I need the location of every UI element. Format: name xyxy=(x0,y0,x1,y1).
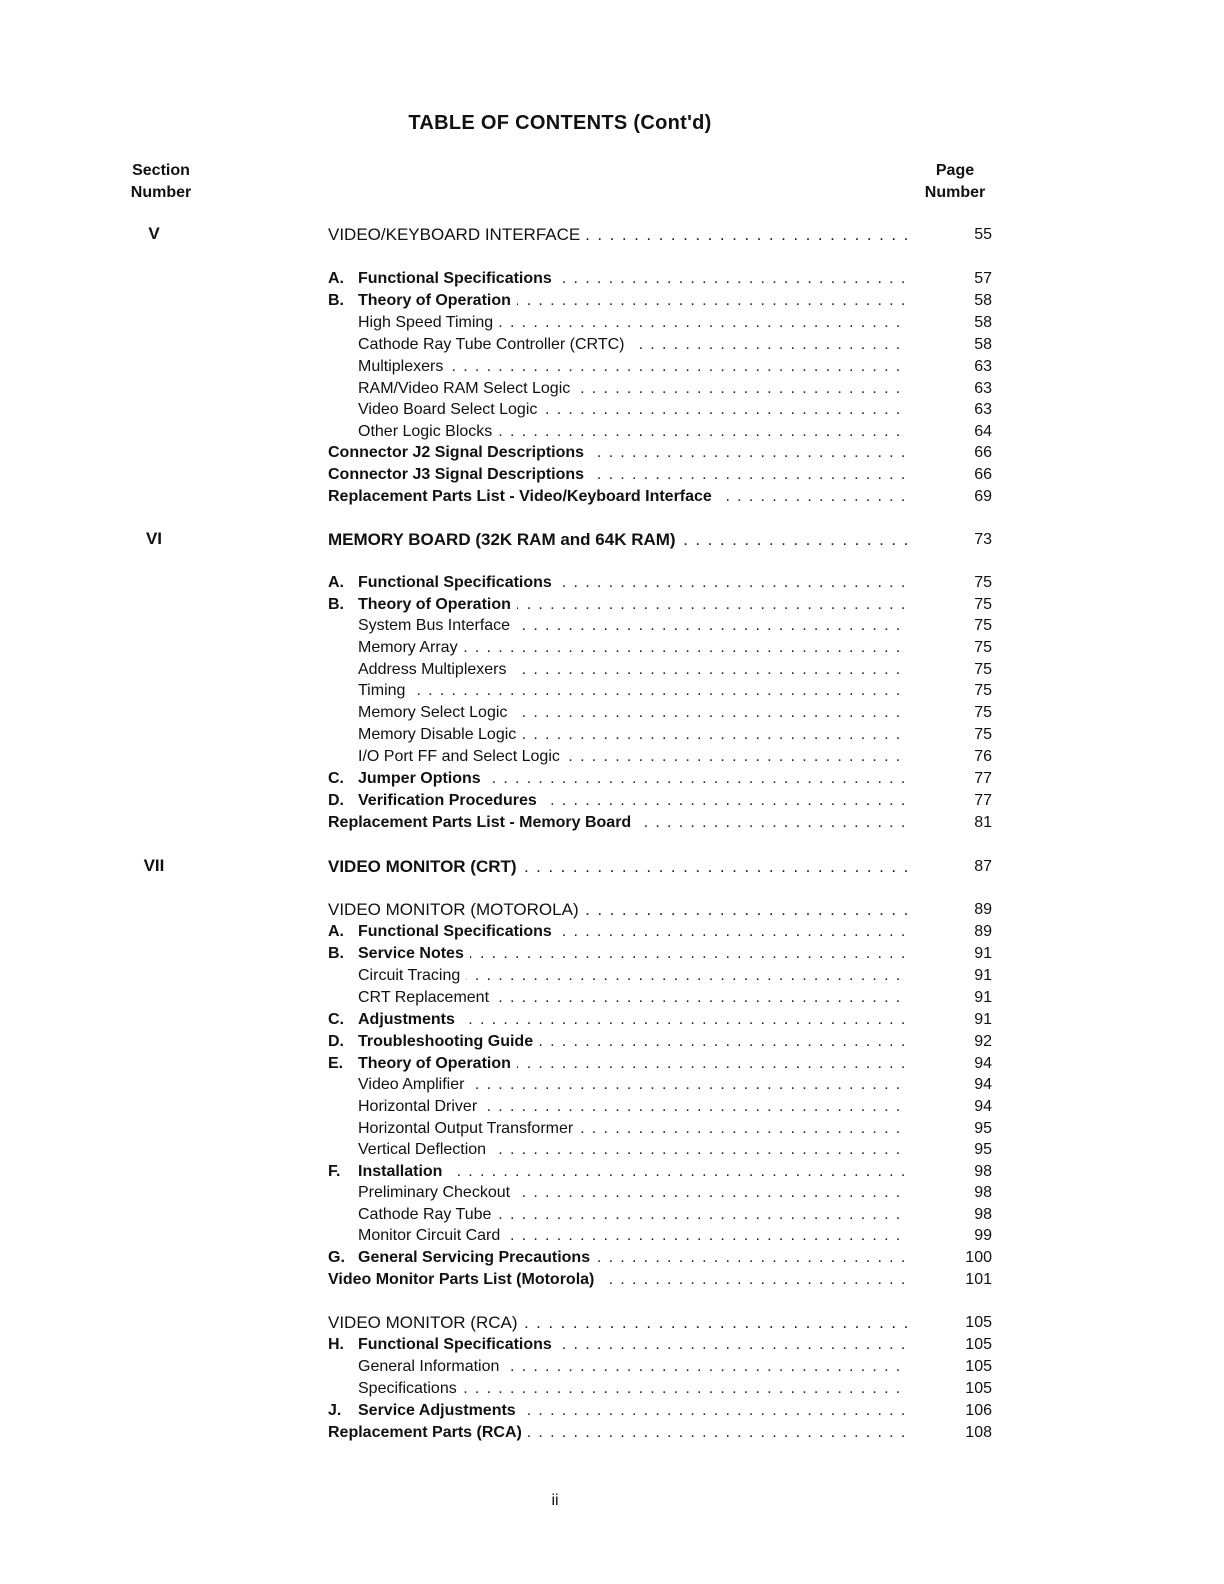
toc-page-number: 89 xyxy=(974,923,992,940)
toc-entry xyxy=(328,1247,908,1269)
toc-entry xyxy=(358,1182,908,1204)
toc-page-number: 64 xyxy=(974,423,992,440)
toc-entry xyxy=(358,965,908,987)
toc-entry xyxy=(328,290,908,312)
toc-page-number: 75 xyxy=(974,639,992,656)
toc-entry xyxy=(328,921,908,943)
toc-page-number: 98 xyxy=(974,1184,992,1201)
toc-page-number: 91 xyxy=(974,1011,992,1028)
toc-entry-label: Memory Disable Logic xyxy=(358,726,517,743)
toc-entry-letter: B. xyxy=(328,596,344,613)
toc-entry-letter: C. xyxy=(328,1011,344,1028)
toc-entry xyxy=(328,1161,908,1183)
toc-page-number: 91 xyxy=(974,945,992,962)
toc-entry-letter: G. xyxy=(328,1249,345,1266)
toc-entry-label: System Bus Interface xyxy=(358,617,511,634)
toc-entry xyxy=(328,790,908,812)
toc-page-number: 75 xyxy=(974,661,992,678)
toc-entry-label: Theory of Operation xyxy=(358,292,511,309)
toc-page-number: 69 xyxy=(974,488,992,505)
toc-entry xyxy=(358,724,908,746)
toc-entry-label: Monitor Circuit Card xyxy=(358,1227,501,1244)
toc-entry-label: CRT Replacement xyxy=(358,989,490,1006)
toc-page-number: 77 xyxy=(974,792,992,809)
toc-entry xyxy=(358,1074,908,1096)
toc-entry-label: VIDEO MONITOR (CRT) xyxy=(328,857,517,876)
toc-entry-label: VIDEO MONITOR (MOTOROLA) xyxy=(328,900,579,919)
toc-page-number: 75 xyxy=(974,596,992,613)
toc-entry-label: Replacement Parts (RCA) xyxy=(328,1424,522,1441)
toc-entry-label: Service Adjustments xyxy=(358,1402,516,1419)
section-number-vi: VI xyxy=(145,529,163,548)
toc-entry xyxy=(328,464,908,486)
toc-page-number: 95 xyxy=(974,1141,992,1158)
toc-page-number: 100 xyxy=(965,1249,992,1266)
toc-entry xyxy=(328,529,908,551)
toc-entry xyxy=(358,421,908,443)
toc-entry xyxy=(358,702,908,724)
toc-entry xyxy=(328,1053,908,1075)
toc-entry xyxy=(358,1378,908,1400)
toc-entry-label: Functional Specifications xyxy=(358,270,552,287)
toc-entry xyxy=(358,680,908,702)
toc-entry-label: Horizontal Driver xyxy=(358,1098,478,1115)
toc-entry xyxy=(358,746,908,768)
toc-entry xyxy=(358,1118,908,1140)
toc-entry xyxy=(328,1400,908,1422)
toc-page-number: 57 xyxy=(974,270,992,287)
toc-entry xyxy=(328,1334,908,1356)
toc-entry-letter: B. xyxy=(328,945,344,962)
page-header-line2: Number xyxy=(924,184,986,201)
toc-entry-letter: A. xyxy=(328,923,344,940)
toc-entry-label: Video Amplifier xyxy=(358,1076,465,1093)
toc-entry-letter: F. xyxy=(328,1163,341,1180)
toc-page-number: 55 xyxy=(974,226,992,243)
toc-entry-label: Theory of Operation xyxy=(358,596,511,613)
toc-page-number: 98 xyxy=(974,1163,992,1180)
toc-page-number: 94 xyxy=(974,1076,992,1093)
toc-entry-label: Replacement Parts List - Video/Keyboard Interface xyxy=(328,488,712,505)
toc-page-number: 99 xyxy=(974,1227,992,1244)
toc-page-number: 91 xyxy=(974,967,992,984)
toc-page-number: 81 xyxy=(974,814,992,831)
toc-entry-label: Timing xyxy=(358,682,406,699)
toc-page-number: 92 xyxy=(974,1033,992,1050)
toc-entry xyxy=(358,1204,908,1226)
toc-entry-label: Service Notes xyxy=(358,945,464,962)
toc-entry-label: Cathode Ray Tube xyxy=(358,1206,492,1223)
toc-entry-label: Circuit Tracing xyxy=(358,967,461,984)
toc-page-number: 94 xyxy=(974,1098,992,1115)
page-title: TABLE OF CONTENTS (Cont'd) xyxy=(408,112,712,134)
toc-entry xyxy=(358,987,908,1009)
toc-entry xyxy=(328,899,908,921)
page-number-header xyxy=(900,160,1010,204)
toc-entry-label: Connector J2 Signal Descriptions xyxy=(328,444,585,461)
toc-entry xyxy=(328,268,908,290)
toc-entry-label: Functional Specifications xyxy=(358,923,552,940)
toc-page-number: 98 xyxy=(974,1206,992,1223)
toc-entry-letter: E. xyxy=(328,1055,344,1072)
toc-entry-label: Video Board Select Logic xyxy=(358,401,538,418)
toc-entry xyxy=(328,224,908,246)
toc-entry xyxy=(328,1031,908,1053)
toc-entry xyxy=(328,943,908,965)
toc-entry-label: General Information xyxy=(358,1358,500,1375)
section-header-line1: Section xyxy=(132,162,190,179)
toc-page-number: 73 xyxy=(974,531,992,548)
toc-entry-label: Preliminary Checkout xyxy=(358,1184,511,1201)
toc-entry xyxy=(358,615,908,637)
toc-page-number: 87 xyxy=(974,858,992,875)
toc-page-number: 58 xyxy=(974,336,992,353)
toc-entry-label: VIDEO MONITOR (RCA) xyxy=(328,1313,518,1332)
toc-entry xyxy=(328,1269,908,1291)
toc-page-number: 105 xyxy=(965,1314,992,1331)
toc-entry-label: Other Logic Blocks xyxy=(358,423,493,440)
toc-entry-letter: D. xyxy=(328,1033,344,1050)
toc-entry-label: Multiplexers xyxy=(358,358,444,375)
section-number-v: V xyxy=(148,224,160,243)
toc-entry xyxy=(328,486,908,508)
toc-entry-label: Troubleshooting Guide xyxy=(358,1033,534,1050)
toc-entry-letter: C. xyxy=(328,770,344,787)
toc-page-number: 105 xyxy=(965,1336,992,1353)
toc-page-number: 95 xyxy=(974,1120,992,1137)
toc-entry xyxy=(328,572,908,594)
footer-page-number: ii xyxy=(551,1492,559,1509)
toc-entry-label: Specifications xyxy=(358,1380,457,1397)
toc-page-number: 76 xyxy=(974,748,992,765)
toc-entry-letter: B. xyxy=(328,292,344,309)
toc-entry-label: RAM/Video RAM Select Logic xyxy=(358,380,571,397)
toc-page-number: 75 xyxy=(974,704,992,721)
toc-entry xyxy=(328,442,908,464)
toc-page-number: 75 xyxy=(974,682,992,699)
toc-page-number: 91 xyxy=(974,989,992,1006)
toc-entry-label: Address Multiplexers xyxy=(358,661,507,678)
toc-entry-label: Horizontal Output Transformer xyxy=(358,1120,574,1137)
toc-page-number: 94 xyxy=(974,1055,992,1072)
toc-entry-label: Theory of Operation xyxy=(358,1055,511,1072)
toc-entry xyxy=(358,637,908,659)
toc-entry xyxy=(358,1356,908,1378)
toc-page-number: 75 xyxy=(974,617,992,634)
toc-entry-label: Connector J3 Signal Descriptions xyxy=(328,466,585,483)
toc-entry-label: General Servicing Precautions xyxy=(358,1249,591,1266)
toc-page-number: 105 xyxy=(965,1380,992,1397)
toc-entry-letter: J. xyxy=(328,1402,342,1419)
toc-entry-label: Replacement Parts List - Memory Board xyxy=(328,814,632,831)
toc-entry-label: I/O Port FF and Select Logic xyxy=(358,748,560,765)
toc-entry xyxy=(358,378,908,400)
toc-entry-label: Jumper Options xyxy=(358,770,481,787)
toc-entry-label: Video Monitor Parts List (Motorola) xyxy=(328,1271,595,1288)
toc-page-number: 63 xyxy=(974,401,992,418)
toc-entry xyxy=(358,334,908,356)
toc-entry xyxy=(358,1139,908,1161)
toc-entry xyxy=(328,812,908,834)
toc-entry xyxy=(358,1096,908,1118)
section-number-vii: VII xyxy=(143,856,165,875)
toc-entry xyxy=(358,312,908,334)
toc-entry xyxy=(328,1422,908,1444)
toc-page-number: 58 xyxy=(974,314,992,331)
section-header-line2: Number xyxy=(130,184,192,201)
toc-page-number: 108 xyxy=(965,1424,992,1441)
toc-entry-label: Functional Specifications xyxy=(358,574,552,591)
toc-entry xyxy=(358,659,908,681)
toc-page-number: 106 xyxy=(965,1402,992,1419)
page-header-line1: Page xyxy=(935,162,975,179)
toc-entry xyxy=(358,356,908,378)
toc-page-number: 77 xyxy=(974,770,992,787)
toc-entry-label: Vertical Deflection xyxy=(358,1141,487,1158)
toc-page-number: 75 xyxy=(974,574,992,591)
toc-entry xyxy=(328,1009,908,1031)
toc-page-number: 105 xyxy=(965,1358,992,1375)
toc-entry-letter: D. xyxy=(328,792,344,809)
toc-page-number: 66 xyxy=(974,444,992,461)
toc-entry xyxy=(358,399,908,421)
toc-entry xyxy=(328,768,908,790)
toc-entry-letter: H. xyxy=(328,1336,344,1353)
toc-entry-label: High Speed Timing xyxy=(358,314,494,331)
toc-entry-label: VIDEO/KEYBOARD INTERFACE xyxy=(328,225,581,244)
toc-page-number: 75 xyxy=(974,726,992,743)
toc-entry xyxy=(358,1225,908,1247)
toc-entry-label: Installation xyxy=(358,1163,443,1180)
toc-entry-label: Functional Specifications xyxy=(358,1336,552,1353)
toc-page-number: 63 xyxy=(974,380,992,397)
toc-entry-label: Cathode Ray Tube Controller (CRTC) xyxy=(358,336,625,353)
toc-entry xyxy=(328,594,908,616)
toc-page-number: 58 xyxy=(974,292,992,309)
toc-entry-label: Verification Procedures xyxy=(358,792,537,809)
toc-page-number: 63 xyxy=(974,358,992,375)
section-number-header xyxy=(106,160,216,204)
toc-page-number: 89 xyxy=(974,901,992,918)
toc-entry-label: MEMORY BOARD (32K RAM and 64K RAM) xyxy=(328,530,676,549)
toc-page-number: 101 xyxy=(965,1271,992,1288)
toc-entry-letter: A. xyxy=(328,270,344,287)
toc-entry xyxy=(328,1312,908,1334)
toc-entry-label: Memory Select Logic xyxy=(358,704,508,721)
toc-page-number: 66 xyxy=(974,466,992,483)
toc-entry-label: Adjustments xyxy=(358,1011,455,1028)
toc-entry-letter: A. xyxy=(328,574,344,591)
toc-entry xyxy=(328,856,908,878)
toc-entry-label: Memory Array xyxy=(358,639,458,656)
